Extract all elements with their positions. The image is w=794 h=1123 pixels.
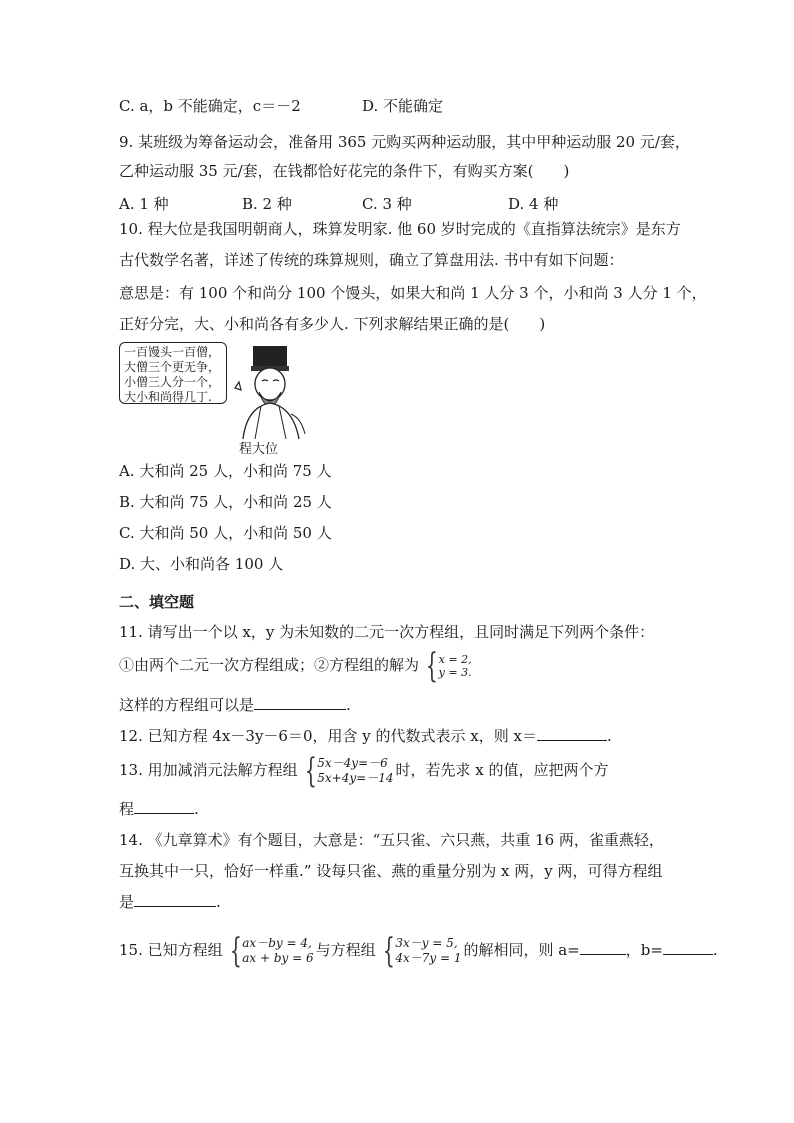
portrait-caption: 程大位: [239, 442, 279, 457]
period: .: [194, 800, 199, 818]
section-title: 二、填空题: [119, 593, 195, 611]
q15-answer-b-blank[interactable]: [663, 940, 713, 955]
q11-line-3-text: 这样的方程组可以是: [119, 696, 255, 714]
q10-line-3: 意思是：有 100 个和尚分 100 个馒头，如果大和尚 1 人分 3 个，小和尚 3 人分 1 个，: [119, 284, 707, 302]
q14-line-3: [119, 892, 221, 912]
q13-line-2-text: 程: [119, 800, 135, 818]
q10-line-4: 正好分完，大、小和尚各有多少人. 下列求解结果正确的是( ): [119, 315, 546, 333]
q11-solution-y: y = 3.: [438, 666, 472, 679]
q11-line-2: [119, 646, 474, 686]
q15-system-b-eq1: 3x－y = 5,: [395, 936, 458, 950]
scholar-portrait-icon: [231, 344, 311, 439]
q15-system-a: [225, 931, 314, 971]
period: .: [216, 893, 221, 911]
q8-option-d: D. 不能确定: [362, 97, 444, 115]
q11-line-3: [119, 695, 351, 715]
q10-option-b: B. 大和尚 75 人，小和尚 25 人: [119, 493, 332, 511]
q15-suffix: 的解相同，则 a=: [463, 941, 580, 959]
q13-suffix: 时，若先求 x 的值，应把两个方: [395, 761, 609, 779]
q15-mid: 与方程组: [315, 941, 376, 959]
q12-text: 12. 已知方程 4x－3y－6＝0，用含 y 的代数式表示 x，则 x＝: [119, 727, 537, 745]
q14-line-1: 14. 《九章算术》有个题目，大意是：“五只雀、六只燕，共重 16 两，雀重燕轻，: [119, 831, 664, 849]
q9-line-2: 乙种运动服 35 元/套，在钱都恰好花完的条件下，有购买方案( ): [119, 162, 570, 180]
period: .: [606, 727, 612, 745]
q9-option-a: A. 1 种: [119, 195, 169, 213]
q10-option-d: D. 大、小和尚各 100 人: [119, 555, 284, 573]
q9-option-c: C. 3 种: [362, 195, 412, 213]
q13-equation-1: 5x－4y=－6: [317, 756, 388, 770]
q14-line-2: 互换其中一只，恰好一样重.” 设每只雀、燕的重量分别为 x 两，y 两，可得方程组: [119, 862, 663, 880]
q15-system-a-eq1: ax－by = 4,: [242, 936, 312, 950]
poem-line: 大小和尚得几丁.: [124, 390, 212, 404]
q8-option-c: C. a，b 不能确定，c＝－2: [119, 97, 301, 115]
q11-answer-blank[interactable]: [254, 695, 346, 710]
q9-option-b: B. 2 种: [242, 195, 292, 213]
brace-icon: {: [425, 646, 438, 686]
poem-line: 大僧三个更无争，: [124, 360, 221, 374]
q13-line-1: [119, 751, 609, 791]
q10-line-2: 古代数学名著，详述了传统的珠算规则，确立了算盘用法. 书中有如下问题：: [119, 251, 624, 269]
q15-answer-a-blank[interactable]: [580, 940, 626, 955]
q13-prefix: 13. 用加减消元法解方程组: [119, 761, 298, 779]
q13-line-2: [119, 799, 199, 819]
period: .: [712, 941, 718, 959]
q10-line-1: 10. 程大位是我国明朝商人，珠算发明家. 他 60 岁时完成的《直指算法统宗》是东方: [119, 220, 681, 238]
q13-answer-blank[interactable]: [134, 799, 194, 814]
cheng-dawei-illustration: [119, 342, 311, 457]
q13-equation-2: 5x+4y=－14: [317, 771, 394, 785]
q15-comma: ，b=: [625, 941, 663, 959]
q11-solution-x: x = 2,: [438, 653, 472, 666]
q11-line-2-text: ①由两个二元一次方程组成；②方程组的解为: [119, 656, 420, 674]
brace-icon: {: [304, 751, 317, 791]
brace-icon: {: [382, 931, 395, 971]
q11-line-1: 11. 请写出一个以 x，y 为未知数的二元一次方程组，且同时满足下列两个条件：: [119, 623, 655, 641]
q12-answer-blank[interactable]: [537, 726, 607, 741]
q9-option-d: D. 4 种: [508, 195, 559, 213]
q15-system-a-eq2: ax + by = 6: [242, 951, 314, 965]
q14-answer-blank[interactable]: [134, 892, 216, 907]
poem-speech-bubble: [119, 342, 227, 404]
q10-option-a: A. 大和尚 25 人，小和尚 75 人: [119, 462, 332, 480]
poem-line: 一百馒头一百僧，: [124, 345, 221, 359]
poem-line: 小僧三人分一个，: [124, 375, 221, 389]
q15-system-b: [378, 931, 462, 971]
q9-line-1: 9. 某班级为筹备运动会，准备用 365 元购买两种运动服，其中甲种运动服 20 元/套，: [119, 133, 690, 151]
q10-option-c: C. 大和尚 50 人，小和尚 50 人: [119, 524, 332, 542]
q13-equation-system: [300, 751, 394, 791]
q15-system-b-eq2: 4x－7y = 1: [395, 951, 462, 965]
q11-solution-system: [421, 646, 472, 686]
period: .: [346, 696, 351, 714]
q12-line: [119, 726, 612, 746]
q15-prefix: 15. 已知方程组: [119, 941, 223, 959]
q14-line-3-text: 是: [119, 893, 135, 911]
q15-line: [119, 931, 718, 971]
brace-icon: {: [229, 931, 242, 971]
